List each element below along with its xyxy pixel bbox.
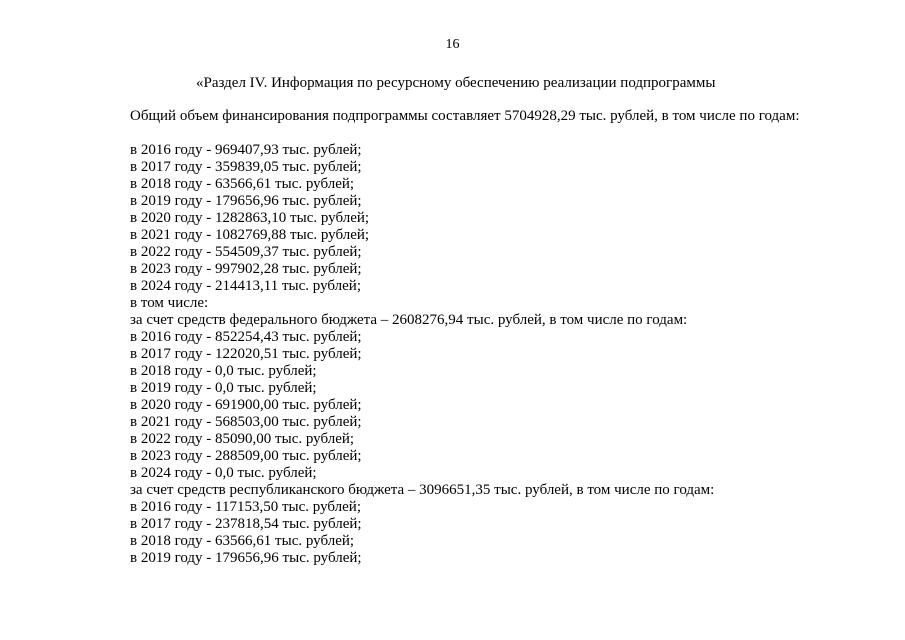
funding-line: в 2018 году - 63566,61 тыс. рублей; [130, 533, 355, 549]
funding-line: в 2018 году - 63566,61 тыс. рублей; [130, 176, 355, 192]
funding-subheading: в том числе: [130, 295, 209, 311]
funding-line: в 2023 году - 997902,28 тыс. рублей; [130, 261, 362, 277]
funding-line: в 2020 году - 1282863,10 тыс. рублей; [130, 210, 370, 226]
funding-line: в 2024 году - 214413,11 тыс. рублей; [130, 278, 361, 294]
funding-line: в 2016 году - 852254,43 тыс. рублей; [130, 329, 362, 345]
funding-line: в 2021 году - 1082769,88 тыс. рублей; [130, 227, 370, 243]
funding-line: в 2024 году - 0,0 тыс. рублей; [130, 465, 317, 481]
funding-line: в 2023 году - 288509,00 тыс. рублей; [130, 448, 362, 464]
federal-budget-heading: за счет средств федерального бюджета – 2608276,94 тыс. рублей, в том числе по годам: [130, 312, 688, 328]
funding-line: в 2022 году - 554509,37 тыс. рублей; [130, 244, 362, 260]
section-title: «Раздел IV. Информация по ресурсному обеспечению реализации подпрограммы [196, 75, 716, 91]
funding-line: в 2019 году - 0,0 тыс. рублей; [130, 380, 317, 396]
funding-line: в 2017 году - 237818,54 тыс. рублей; [130, 516, 362, 532]
funding-line: в 2021 году - 568503,00 тыс. рублей; [130, 414, 362, 430]
funding-line: в 2016 году - 969407,93 тыс. рублей; [130, 142, 362, 158]
funding-line: в 2019 году - 179656,96 тыс. рублей; [130, 193, 362, 209]
page-number: 16 [445, 37, 460, 52]
funding-line: в 2019 году - 179656,96 тыс. рублей; [130, 550, 362, 566]
funding-line: в 2017 году - 359839,05 тыс. рублей; [130, 159, 362, 175]
funding-line: в 2018 году - 0,0 тыс. рублей; [130, 363, 317, 379]
funding-line: в 2016 году - 117153,50 тыс. рублей; [130, 499, 361, 515]
republican-budget-heading: за счет средств республиканского бюджета – 3096651,35 тыс. рублей, в том числе по годам: [130, 482, 715, 498]
funding-line: в 2022 году - 85090,00 тыс. рублей; [130, 431, 355, 447]
funding-line: в 2017 году - 122020,51 тыс. рублей; [130, 346, 362, 362]
funding-line: в 2020 году - 691900,00 тыс. рублей; [130, 397, 362, 413]
funding-lines [130, 142, 714, 567]
intro-paragraph: Общий объем финансирования подпрограммы составляет 5704928,29 тыс. рублей, в том числе по годам: [130, 108, 800, 124]
